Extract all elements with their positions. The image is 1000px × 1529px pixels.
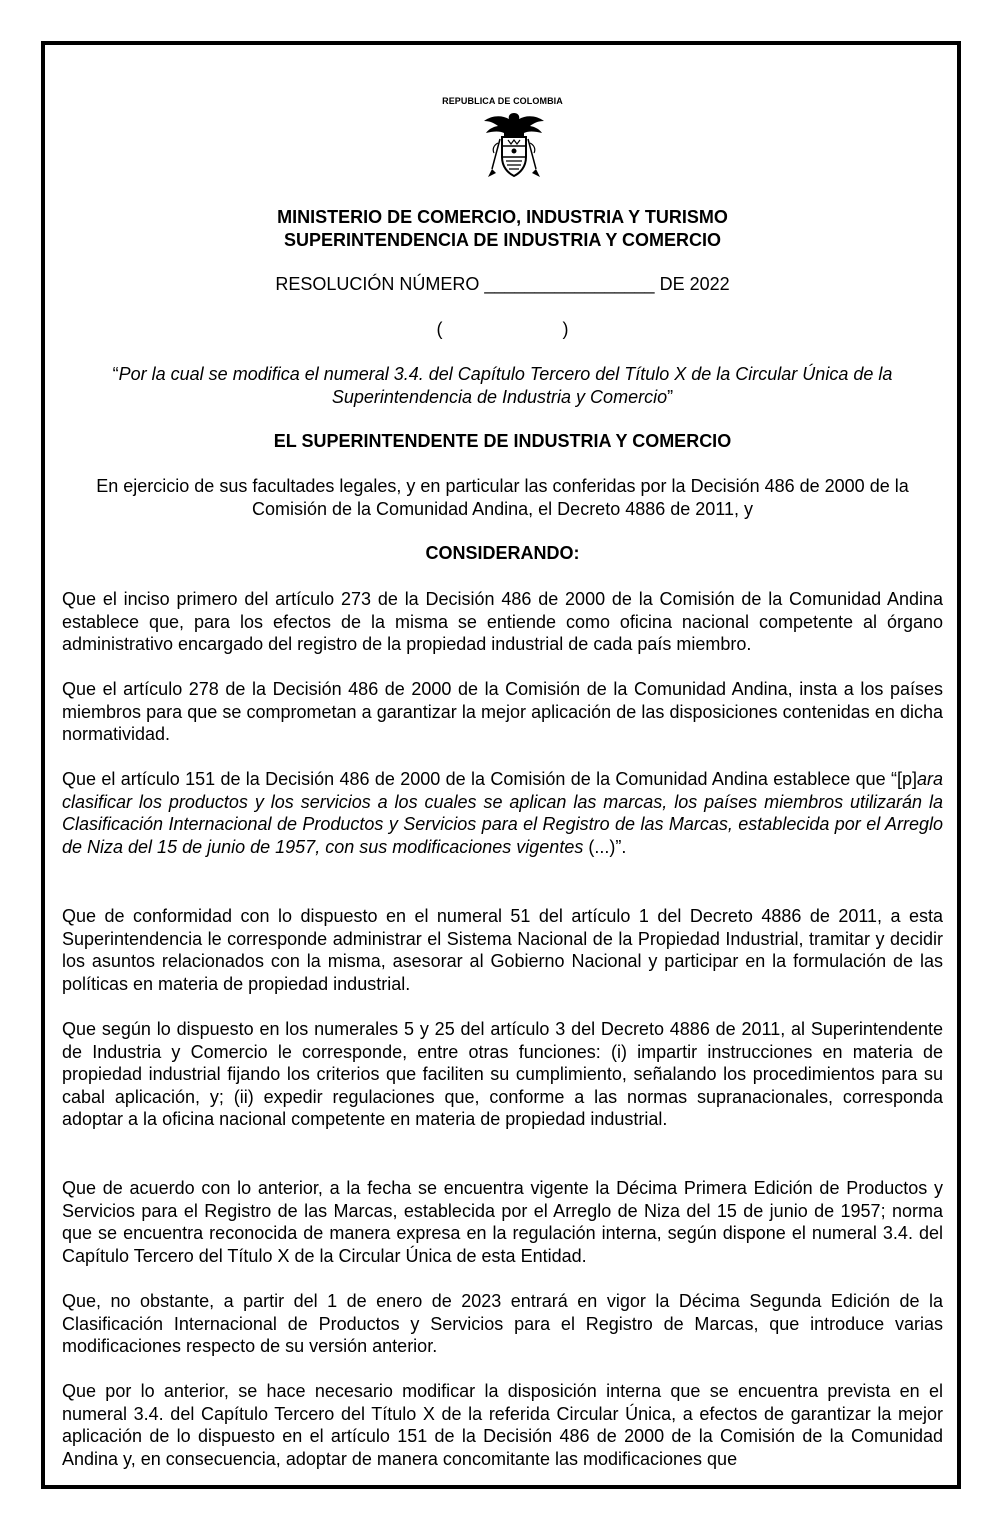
paragraph-3-end: (...)”. [583, 836, 627, 857]
resolution-date-parenthesis: ( ) [436, 319, 569, 339]
subject-close-quote: ” [667, 387, 674, 407]
considering-paragraph-8: Que por lo anterior, se hace necesario modificar la disposición interna que se encuentra prevista en el numeral 3.4. del Capítulo Tercero del Título X de la referida Circular Única, a efectos de garantizar la mejor aplicación de lo dispuesto en el artículo 151 de la Decisión 486 de 2000 de la Comisión de la Comunidad Andina y, en consecuencia, adoptar de manera concomitante las modificaciones que [62, 1381, 943, 1469]
authority-title: EL SUPERINTENDENTE DE INDUSTRIA Y COMERCIO [273, 431, 732, 451]
republic-label: REPUBLICA DE COLOMBIA [442, 96, 563, 106]
considering-paragraph-3 [62, 768, 943, 858]
superintendency-title: SUPERINTENDENCIA DE INDUSTRIA Y COMERCIO [283, 230, 722, 250]
considering-paragraph-1: Que el inciso primero del artículo 273 de la Decisión 486 de 2000 de la Comisión de la Comunidad Andina establece que, para los efectos de la misma se entiende como oficina nacional competente al órgano administrativo encargado del registro de la propiedad industrial de cada país miembro. [62, 589, 943, 655]
powers-statement: En ejercicio de sus facultades legales, y en particular las conferidas por la Decisión 486 de 2000 de la Comisión de la Comunidad Andina, el Decreto 4886 de 2011, y [96, 476, 909, 519]
resolution-number-line: RESOLUCIÓN NÚMERO _________________ DE 2022 [275, 274, 730, 294]
considering-paragraph-7: Que, no obstante, a partir del 1 de enero de 2023 entrará en vigor la Décima Segunda Edición de la Clasificación Internacional de Productos y Servicios para el Registro de Marcas, que introduce varias modificaciones respecto de su versión anterior. [62, 1291, 943, 1357]
coat-of-arms-icon [480, 109, 548, 181]
considering-paragraph-5: Que según lo dispuesto en los numerales 5 y 25 del artículo 3 del Decreto 4886 de 2011, al Superintendente de Industria y Comercio le corresponde, entre otras funciones: (i) impartir instrucciones en materia de propiedad industrial fijando los criterios que faciliten su cumplimiento, señalando los procedimientos para su cabal aplicación, y; (ii) expedir regulaciones que, conforme a las normas supranacionales, corresponda adoptar a la oficina nacional competente en materia de propiedad industrial. [62, 1019, 943, 1130]
subject-open-quote: “ [112, 364, 119, 384]
resolution-subject [62, 363, 943, 409]
considering-paragraph-6: Que de acuerdo con lo anterior, a la fecha se encuentra vigente la Décima Primera Edición de Productos y Servicios para el Registro de las Marcas, establecida por el Arreglo de Niza del 15 de junio de 1957; norma que se encuentra reconocida de manera expresa en la regulación interna, según dispone el numeral 3.4. del Capítulo Tercero del Título X de la Circular Única de esta Entidad. [62, 1178, 943, 1266]
considering-paragraph-4: Que de conformidad con lo dispuesto en el numeral 51 del artículo 1 del Decreto 4886 de 2011, a esta Superintendencia le corresponde administrar el Sistema Nacional de la Propiedad Industrial, tramitar y decidir los asuntos relacionados con la misma, asesorar al Gobierno Nacional y participar en la formulación de las políticas en materia de propiedad industrial. [62, 906, 943, 994]
page-border [41, 41, 961, 1489]
paragraph-3-quotation: ara clasificar los productos y los servicios a los cuales se aplican las marcas, los países miembros utilizarán la Clasificación Internacional de Productos y Servicios para el Registro de las Marcas, establecida por el Arreglo de Niza del 15 de junio de 1957, con sus modificaciones vigentes [62, 769, 943, 857]
considering-paragraph-2: Que el artículo 278 de la Decisión 486 de 2000 de la Comisión de la Comunidad Andina, insta a los países miembros para que se comprometan a garantizar la mejor aplicación de las disposiciones contenidas en dicha normatividad. [62, 679, 943, 745]
subject-text: Por la cual se modifica el numeral 3.4. del Capítulo Tercero del Título X de la Circular Única de la Superintendencia de Industria y Comercio [118, 364, 893, 407]
paragraph-3-start: Que el artículo 151 de la Decisión 486 de 2000 de la Comisión de la Comunidad Andina establece que “[p] [62, 769, 917, 789]
ministry-title: MINISTERIO DE COMERCIO, INDUSTRIA Y TURISMO [277, 207, 728, 227]
considering-title: CONSIDERANDO: [425, 543, 580, 563]
